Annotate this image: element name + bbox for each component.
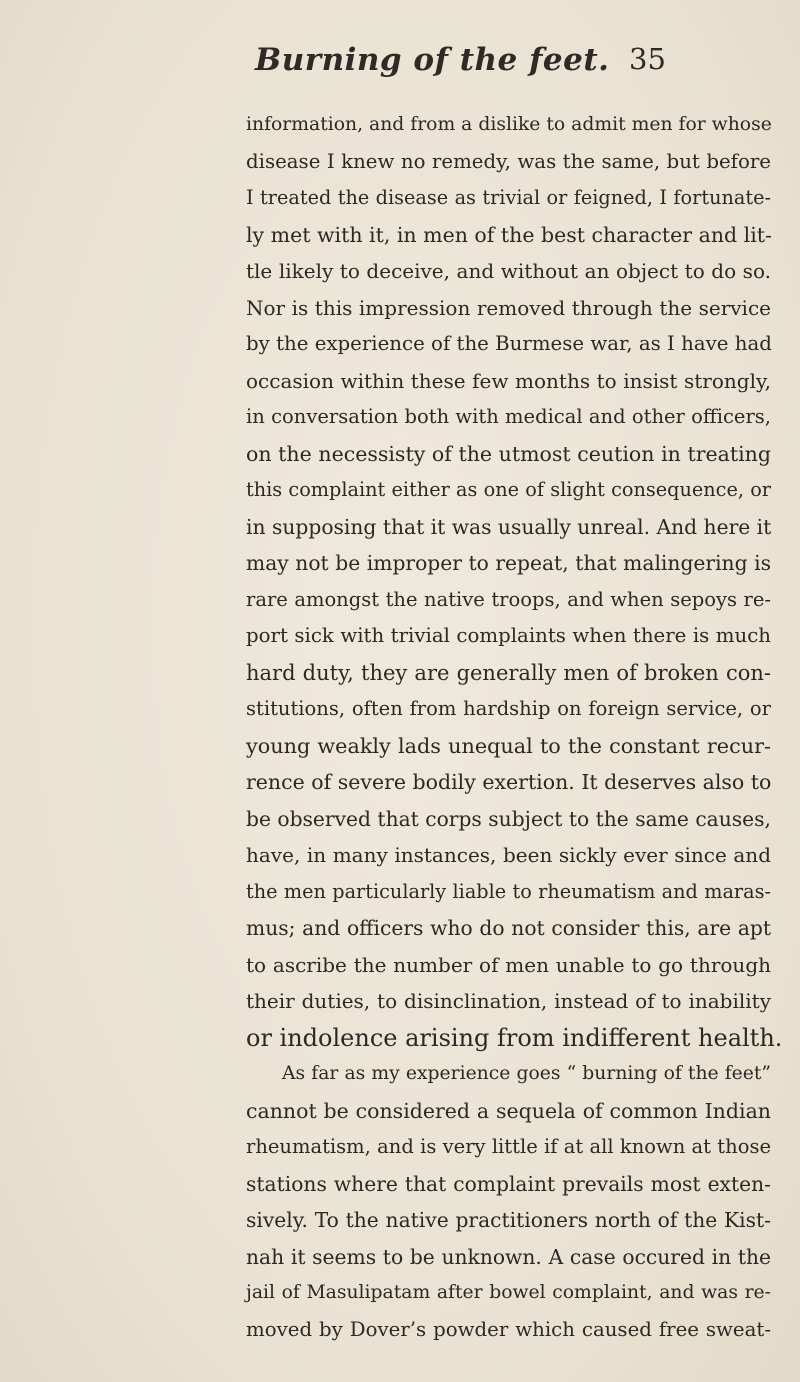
text-line: sively. To the native practitioners north of the Kist- [246, 1208, 771, 1232]
text-line: the men particularly liable to rheumatism and maras- [246, 880, 771, 903]
text-line: stations where that complaint prevails most exten- [246, 1172, 771, 1196]
text-line: rence of severe bodily exertion. It deserves also to [246, 770, 772, 794]
text-line: their duties, to disinclination, instead of to inability [246, 989, 771, 1013]
text-line: have, in many instances, been sickly ever since and [246, 843, 771, 867]
text-line: information, and from a dislike to admit men for whose [246, 114, 772, 135]
text-line: young weakly lads unequal to the constant recur- [246, 734, 771, 758]
text-line: disease I knew no remedy, was the same, but before [246, 150, 771, 173]
text-line: this complaint either as one of slight consequence, or [246, 478, 771, 501]
text-line: or indolence arising from indifferent health. [246, 1024, 783, 1052]
text-line: tle likely to deceive, and without an object to do so. [246, 259, 771, 283]
text-line: be observed that corps subject to the same causes, [246, 807, 771, 831]
text-line: occasion within these few months to insist strongly, [246, 369, 771, 393]
text-line: jail of Masulipatam after bowel complaint, and was re- [246, 1282, 771, 1303]
running-title: Burning of the feet. [255, 42, 610, 78]
text-line: to ascribe the number of men unable to go through [246, 953, 771, 977]
text-line: mus; and officers who do not consider this, are apt [246, 916, 771, 940]
text-line: on the necessisty of the utmost ceution in treating [246, 442, 771, 466]
text-line: ly met with it, in men of the best character and lit- [246, 223, 772, 247]
text-line: stitutions, often from hardship on foreign service, or [246, 697, 771, 720]
text-line: rare amongst the native troops, and when sepoys re- [246, 588, 771, 611]
text-line: cannot be considered a sequela of common Indian [246, 1099, 771, 1123]
text-line: nah it seems to be unknown. A case occured in the [246, 1245, 771, 1269]
text-line: in supposing that it was usually unreal. And here it [246, 515, 772, 539]
text-line: moved by Dover’s powder which caused free sweat- [246, 1318, 771, 1341]
page-header [255, 42, 666, 82]
text-line: may not be improper to repeat, that malingering is [246, 551, 771, 575]
text-line: Nor is this impression removed through the service [246, 296, 771, 320]
text-line: rheumatism, and is very little if at all known at those [246, 1135, 771, 1158]
text-line: hard duty, they are generally men of broken con- [246, 661, 771, 685]
text-line: port sick with trivial complaints when there is much [246, 624, 771, 647]
text-line: by the experience of the Burmese war, as I have had [246, 332, 772, 355]
text-line: in conversation both with medical and other officers, [246, 405, 771, 428]
page-number: 35 [629, 42, 666, 76]
text-line: I treated the disease as trivial or feigned, I fortunate- [246, 186, 771, 209]
text-line: As far as my experience goes “ burning of the feet” [282, 1063, 771, 1084]
